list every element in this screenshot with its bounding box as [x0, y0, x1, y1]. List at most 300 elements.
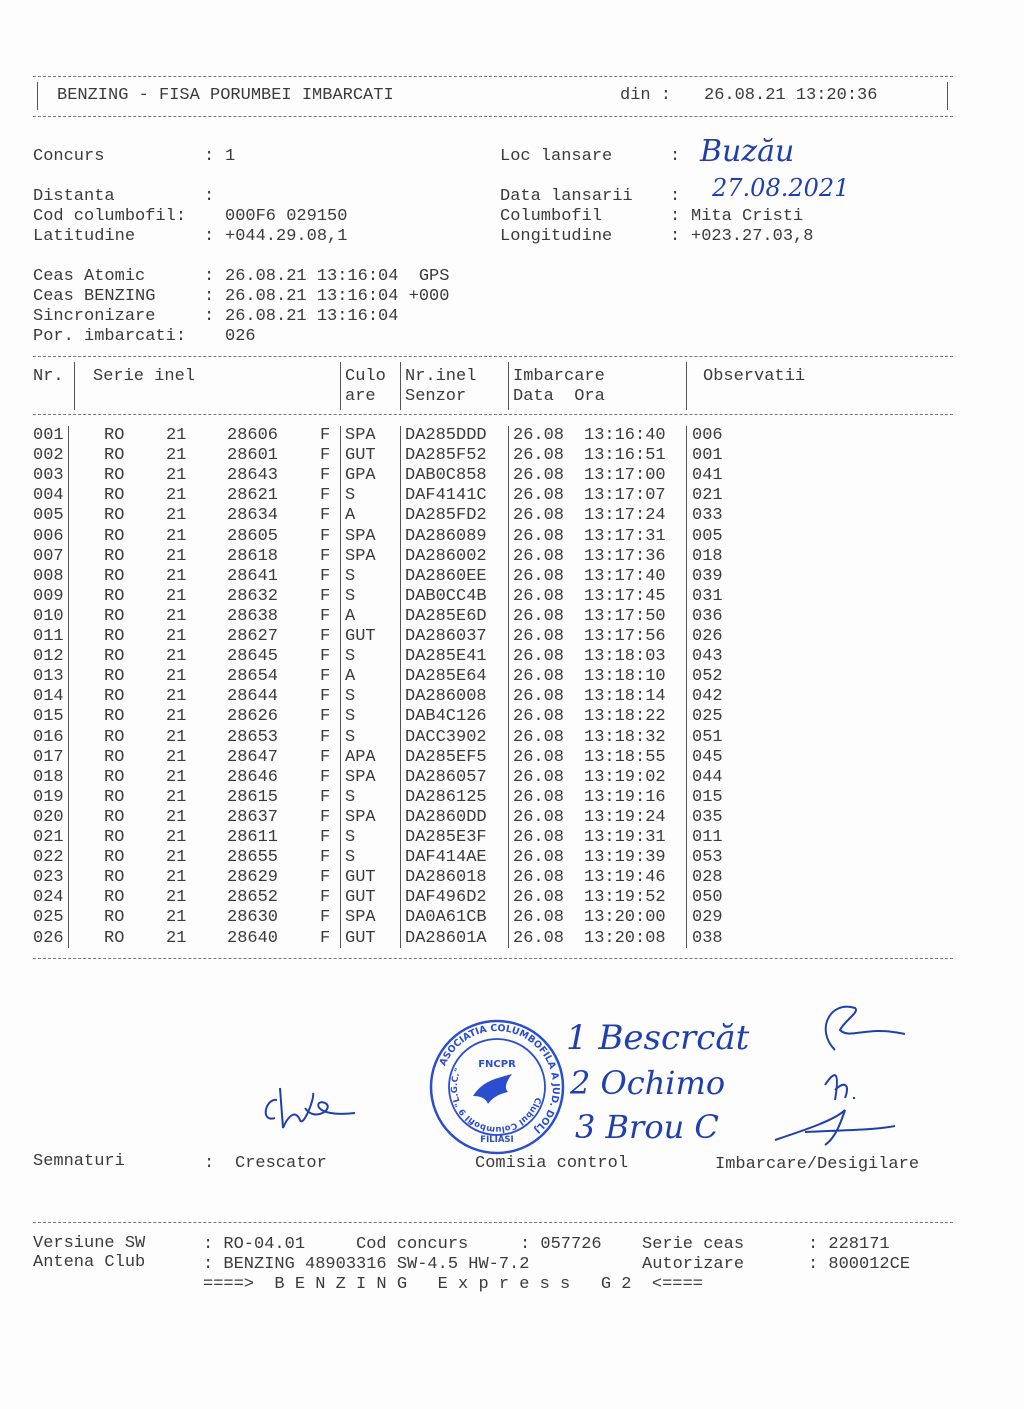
table-row — [0, 426, 1024, 446]
table-row — [0, 868, 1024, 888]
cell-culoare: GUT — [345, 928, 376, 948]
cell-culoare: A — [345, 667, 356, 687]
cell-obs: 051 — [692, 727, 723, 747]
cell-ora: 13:19:39 — [584, 848, 666, 868]
cell-data: 26.08 — [513, 707, 565, 727]
cell-an: 21 — [166, 807, 187, 827]
cell-nr: 004 — [33, 486, 64, 506]
cell-data: 26.08 — [513, 586, 565, 606]
cell-tara: RO — [104, 747, 125, 767]
cell-data: 26.08 — [513, 546, 565, 566]
cell-nr: 006 — [33, 526, 64, 546]
cell-culoare: SPA — [345, 526, 376, 546]
cell-nr: 008 — [33, 566, 64, 586]
cell-culoare: S — [345, 687, 356, 707]
serie-ceas-label: Serie ceas — [642, 1235, 745, 1254]
cell-ora: 13:17:07 — [584, 486, 666, 506]
cell-inel: 28606 — [227, 426, 279, 445]
cell-an: 21 — [166, 606, 187, 626]
table-row — [0, 607, 1024, 627]
cell-an: 21 — [166, 546, 187, 566]
cell-data: 26.08 — [513, 486, 565, 506]
table-row — [0, 466, 1024, 486]
cell-nr: 025 — [33, 908, 64, 928]
cell-culoare: SPA — [345, 908, 376, 928]
table-row — [0, 506, 1024, 526]
cell-an: 21 — [166, 446, 187, 466]
cell-nr: 026 — [33, 928, 64, 948]
cell-culoare: S — [345, 647, 356, 667]
cell-tara: RO — [104, 586, 125, 606]
cell-obs: 015 — [692, 787, 723, 807]
cell-nr: 005 — [33, 506, 64, 526]
cell-ora: 13:19:24 — [584, 807, 666, 827]
table-row — [0, 707, 1024, 727]
cell-nr: 017 — [33, 747, 64, 767]
cell-obs: 033 — [692, 506, 723, 526]
cell-ora: 13:19:16 — [584, 787, 666, 807]
cell-nr: 021 — [33, 828, 64, 847]
cell-nr: 019 — [33, 787, 64, 807]
semnaturi-label: Semnaturi — [33, 1152, 125, 1171]
cell-senzor: DA286089 — [405, 526, 487, 546]
cell-tara: RO — [104, 627, 125, 646]
col-header-serie: Serie inel — [93, 367, 196, 386]
cell-senzor: DA285DDD — [405, 426, 487, 445]
cell-ora: 13:19:02 — [584, 767, 666, 787]
ceas-atomic-value: 26.08.21 13:16:04 GPS — [225, 267, 450, 286]
cell-culoare: A — [345, 506, 356, 526]
cell-obs: 005 — [692, 526, 723, 546]
cell-sex: F — [320, 446, 331, 466]
cell-nr: 009 — [33, 586, 64, 606]
table-top-border — [33, 356, 953, 357]
cell-sex: F — [320, 526, 331, 546]
cell-culoare: S — [345, 486, 356, 506]
table-row — [0, 808, 1024, 828]
cell-tara: RO — [104, 888, 125, 908]
col-divider-senzor — [508, 362, 509, 410]
table-row — [0, 908, 1024, 928]
cell-senzor: DA285E6D — [405, 606, 487, 626]
cell-obs: 052 — [692, 667, 723, 687]
stamp-inner-text: Clubul Columbofil 9 "L.G.C." — [449, 1066, 543, 1135]
semnaturi-sep: : — [204, 1154, 215, 1173]
cell-sex: F — [320, 747, 331, 767]
ceas-atomic-label: Ceas Atomic — [33, 267, 146, 286]
table-bottom-border — [33, 958, 953, 959]
cell-senzor: DAF414AE — [405, 848, 487, 868]
cell-nr: 015 — [33, 707, 64, 727]
cell-an: 21 — [166, 647, 187, 667]
cell-ora: 13:17:45 — [584, 586, 666, 606]
col-divider-imbarcare — [686, 362, 687, 410]
cell-obs: 025 — [692, 707, 723, 727]
columbofil-sep: : — [670, 207, 681, 226]
cell-inel: 28618 — [227, 546, 279, 566]
cell-senzor: DA285F52 — [405, 446, 487, 466]
cell-an: 21 — [166, 908, 187, 928]
cell-culoare: GUT — [345, 868, 376, 888]
cell-ora: 13:18:32 — [584, 727, 666, 747]
table-row — [0, 446, 1024, 466]
cell-obs: 029 — [692, 908, 723, 928]
cell-an: 21 — [166, 928, 187, 948]
commission-signatures — [765, 990, 925, 1150]
cell-inel: 28643 — [227, 466, 279, 486]
cell-tara: RO — [104, 566, 125, 586]
loc-lansare-sep: : — [670, 147, 681, 166]
cell-data: 26.08 — [513, 848, 565, 868]
cell-an: 21 — [166, 848, 187, 868]
commission-member-1: 1 Bescrcăt — [566, 1018, 750, 1058]
cell-culoare: GUT — [345, 888, 376, 908]
cell-senzor: DA285E3F — [405, 828, 487, 847]
cell-ora: 13:20:08 — [584, 928, 666, 948]
cell-data: 26.08 — [513, 687, 565, 707]
cell-obs: 011 — [692, 828, 723, 847]
cell-inel: 28641 — [227, 566, 279, 586]
cell-ora: 13:17:50 — [584, 606, 666, 626]
cell-inel: 28654 — [227, 667, 279, 687]
longitudine-sep: : — [670, 227, 681, 246]
cell-ora: 13:18:10 — [584, 667, 666, 687]
header-timestamp: 26.08.21 13:20:36 — [704, 86, 878, 105]
cell-senzor: DA28601A — [405, 928, 487, 948]
cell-obs: 035 — [692, 807, 723, 827]
col-divider-culoare — [400, 362, 401, 410]
cell-inel: 28647 — [227, 747, 279, 767]
table-row — [0, 687, 1024, 707]
cell-senzor: DA286008 — [405, 687, 487, 707]
comisia-control-label: Comisia control — [475, 1154, 629, 1173]
cell-sex: F — [320, 888, 331, 908]
cell-tara: RO — [104, 928, 125, 948]
cell-tara: RO — [104, 767, 125, 787]
col-header-culoare-2: are — [345, 387, 376, 406]
cell-sex: F — [320, 506, 331, 526]
cell-sex: F — [320, 586, 331, 606]
cell-senzor: DA0A61CB — [405, 908, 487, 928]
cell-obs: 001 — [692, 446, 723, 466]
cell-sex: F — [320, 908, 331, 928]
cell-ora: 13:17:36 — [584, 546, 666, 566]
latitudine-value: +044.29.08,1 — [225, 227, 348, 246]
body-divider-imbarcare — [686, 426, 687, 948]
cell-culoare: GPA — [345, 466, 376, 486]
stamp-center-text: FNCPR — [478, 1059, 516, 1070]
body-divider-serie — [340, 426, 341, 948]
cell-culoare: S — [345, 586, 356, 606]
cell-nr: 011 — [33, 627, 64, 646]
longitudine-label: Longitudine — [500, 227, 613, 246]
cell-data: 26.08 — [513, 807, 565, 827]
cell-senzor: DA286057 — [405, 767, 487, 787]
cell-tara: RO — [104, 506, 125, 526]
cell-tara: RO — [104, 647, 125, 667]
cell-data: 26.08 — [513, 767, 565, 787]
cell-inel: 28655 — [227, 848, 279, 868]
cell-senzor: DA286037 — [405, 627, 487, 646]
stamp-bottom-text: FILIASI — [480, 1135, 514, 1145]
cell-obs: 044 — [692, 767, 723, 787]
cell-inel: 28634 — [227, 506, 279, 526]
cell-obs: 026 — [692, 627, 723, 646]
header-din-label: din : — [620, 86, 672, 105]
table-row — [0, 888, 1024, 908]
cell-culoare: S — [345, 707, 356, 727]
latitudine-sep: : — [204, 227, 215, 246]
cell-nr: 003 — [33, 466, 64, 486]
cell-sex: F — [320, 627, 331, 646]
concurs-value: 1 — [225, 147, 236, 166]
cell-tara: RO — [104, 807, 125, 827]
columbofil-value: Mita Cristi — [691, 207, 804, 226]
cell-culoare: S — [345, 566, 356, 586]
cell-sex: F — [320, 426, 331, 445]
distanta-label: Distanta — [33, 187, 115, 206]
cell-an: 21 — [166, 747, 187, 767]
cell-data: 26.08 — [513, 868, 565, 888]
cell-senzor: DA285EF5 — [405, 747, 487, 767]
cell-data: 26.08 — [513, 908, 565, 928]
cell-tara: RO — [104, 828, 125, 847]
cell-sex: F — [320, 647, 331, 667]
cell-culoare: SPA — [345, 807, 376, 827]
cell-inel: 28653 — [227, 727, 279, 747]
cell-tara: RO — [104, 526, 125, 546]
cell-ora: 13:17:24 — [584, 506, 666, 526]
cell-nr: 014 — [33, 687, 64, 707]
cell-an: 21 — [166, 687, 187, 707]
loc-lansare-label: Loc lansare — [500, 147, 613, 166]
cell-ora: 13:17:40 — [584, 566, 666, 586]
cell-inel: 28601 — [227, 446, 279, 466]
cell-obs: 042 — [692, 687, 723, 707]
cell-culoare: SPA — [345, 767, 376, 787]
table-row — [0, 547, 1024, 567]
cell-sex: F — [320, 486, 331, 506]
ceas-atomic-sep: : — [204, 267, 215, 286]
cell-ora: 13:18:22 — [584, 707, 666, 727]
cell-data: 26.08 — [513, 647, 565, 667]
cell-data: 26.08 — [513, 426, 565, 445]
table-row — [0, 667, 1024, 687]
cell-culoare: GUT — [345, 627, 376, 646]
table-row — [0, 768, 1024, 788]
cell-data: 26.08 — [513, 928, 565, 948]
cell-tara: RO — [104, 868, 125, 888]
cell-an: 21 — [166, 787, 187, 807]
cell-data: 26.08 — [513, 787, 565, 807]
table-row — [0, 788, 1024, 808]
document-title: BENZING - FISA PORUMBEI IMBARCATI — [57, 86, 394, 105]
data-lansarii-handwritten: 27.08.2021 — [712, 174, 850, 202]
versiune-sw-value: : RO-04.01 — [203, 1235, 306, 1254]
cell-tara: RO — [104, 546, 125, 566]
cell-sex: F — [320, 606, 331, 626]
cell-senzor: DAB0C858 — [405, 466, 487, 486]
cell-obs: 031 — [692, 586, 723, 606]
cell-an: 21 — [166, 506, 187, 526]
cell-tara: RO — [104, 908, 125, 928]
cell-ora: 13:18:55 — [584, 747, 666, 767]
cell-sex: F — [320, 767, 331, 787]
cell-ora: 13:16:40 — [584, 426, 666, 445]
cell-an: 21 — [166, 627, 187, 646]
cell-an: 21 — [166, 828, 187, 847]
imbarcare-desigilare-label: Imbarcare/Desigilare — [715, 1155, 920, 1174]
cell-inel: 28615 — [227, 787, 279, 807]
col-header-imbarcare-1: Imbarcare — [513, 367, 605, 386]
cell-senzor: DA2860DD — [405, 807, 487, 827]
cod-columbofil-value: 000F6 029150 — [225, 207, 348, 226]
table-row — [0, 929, 1024, 949]
cell-nr: 010 — [33, 606, 64, 626]
cell-culoare: S — [345, 828, 356, 847]
cell-tara: RO — [104, 426, 125, 445]
cell-sex: F — [320, 566, 331, 586]
cell-nr: 012 — [33, 647, 64, 667]
cell-obs: 038 — [692, 928, 723, 948]
body-divider-senzor — [508, 426, 509, 948]
versiune-sw-label: Versiune SW — [33, 1234, 146, 1253]
cell-obs: 039 — [692, 566, 723, 586]
concurs-sep: : — [204, 147, 215, 166]
cell-an: 21 — [166, 667, 187, 687]
cell-obs: 006 — [692, 426, 723, 445]
cell-sex: F — [320, 667, 331, 687]
distanta-sep: : — [204, 187, 215, 206]
autorizare-label: Autorizare — [642, 1255, 745, 1274]
cell-sex: F — [320, 807, 331, 827]
body-divider-nr — [68, 426, 69, 948]
cell-tara: RO — [104, 848, 125, 868]
stamp-outer-text: ASOCIATIA COLUMBOFILA A JUD. DOLJ — [437, 1022, 562, 1136]
cell-tara: RO — [104, 727, 125, 747]
loc-lansare-handwritten: Buzău — [700, 134, 795, 169]
cell-nr: 024 — [33, 888, 64, 908]
crescator-label: Crescator — [235, 1154, 327, 1173]
cell-an: 21 — [166, 486, 187, 506]
col-header-culoare-1: Culo — [345, 367, 386, 386]
table-row — [0, 527, 1024, 547]
col-header-nr: Nr. — [33, 367, 64, 386]
sincronizare-label: Sincronizare — [33, 307, 156, 326]
cell-data: 26.08 — [513, 747, 565, 767]
concurs-label: Concurs — [33, 147, 105, 166]
cell-inel: 28626 — [227, 707, 279, 727]
cell-senzor: DA285E64 — [405, 667, 487, 687]
commission-member-2: 2 Ochimo — [570, 1064, 726, 1102]
cell-obs: 045 — [692, 747, 723, 767]
cell-data: 26.08 — [513, 566, 565, 586]
cell-tara: RO — [104, 787, 125, 807]
cell-senzor: DAF4141C — [405, 486, 487, 506]
cell-tara: RO — [104, 707, 125, 727]
latitudine-label: Latitudine — [33, 227, 136, 246]
cell-tara: RO — [104, 446, 125, 466]
cell-culoare: APA — [345, 747, 376, 767]
table-row — [0, 848, 1024, 868]
cell-inel: 28638 — [227, 606, 279, 626]
cell-data: 26.08 — [513, 526, 565, 546]
cell-ora: 13:17:31 — [584, 526, 666, 546]
cell-data: 26.08 — [513, 828, 565, 847]
cell-obs: 041 — [692, 466, 723, 486]
cell-senzor: DA285FD2 — [405, 506, 487, 526]
cell-obs: 053 — [692, 848, 723, 868]
cell-ora: 13:18:14 — [584, 687, 666, 707]
table-row — [0, 828, 1024, 848]
cell-sex: F — [320, 727, 331, 747]
table-row — [0, 627, 1024, 647]
header-left-border — [37, 82, 38, 110]
header-bottom-border — [33, 116, 953, 117]
cell-senzor: DA286018 — [405, 868, 487, 888]
cell-obs: 028 — [692, 868, 723, 888]
body-divider-culoare — [400, 426, 401, 948]
crescator-signature — [255, 1078, 365, 1138]
cell-sex: F — [320, 868, 331, 888]
cell-an: 21 — [166, 707, 187, 727]
cell-senzor: DAB0CC4B — [405, 586, 487, 606]
cell-an: 21 — [166, 727, 187, 747]
cell-inel: 28627 — [227, 627, 279, 646]
cell-data: 26.08 — [513, 627, 565, 646]
cell-sex: F — [320, 848, 331, 868]
cell-culoare: SPA — [345, 426, 376, 445]
cell-inel: 28645 — [227, 647, 279, 667]
cell-nr: 022 — [33, 848, 64, 868]
ceas-benzing-sep: : — [204, 287, 215, 306]
cell-data: 26.08 — [513, 606, 565, 626]
cod-concurs-label: Cod concurs — [356, 1235, 469, 1254]
cell-obs: 036 — [692, 606, 723, 626]
cell-ora: 13:17:56 — [584, 627, 666, 646]
cell-an: 21 — [166, 466, 187, 486]
col-divider-serie — [340, 362, 341, 410]
cell-culoare: SPA — [345, 546, 376, 566]
autorizare-value: : 800012CE — [808, 1255, 911, 1274]
cell-sex: F — [320, 707, 331, 727]
cell-inel: 28629 — [227, 868, 279, 888]
table-row — [0, 587, 1024, 607]
cell-culoare: S — [345, 848, 356, 868]
table-row — [0, 647, 1024, 667]
cell-inel: 28605 — [227, 526, 279, 546]
cell-nr: 007 — [33, 546, 64, 566]
cell-tara: RO — [104, 687, 125, 707]
cell-culoare: S — [345, 727, 356, 747]
table-header-bottom-border — [33, 414, 953, 415]
cell-inel: 28621 — [227, 486, 279, 506]
cell-data: 26.08 — [513, 466, 565, 486]
cell-nr: 001 — [33, 426, 64, 445]
cell-tara: RO — [104, 466, 125, 486]
cell-inel: 28632 — [227, 586, 279, 606]
cell-obs: 050 — [692, 888, 723, 908]
cell-tara: RO — [104, 486, 125, 506]
table-row — [0, 486, 1024, 506]
sincronizare-value: 26.08.21 13:16:04 — [225, 307, 399, 326]
cell-sex: F — [320, 828, 331, 847]
cell-data: 26.08 — [513, 888, 565, 908]
serie-ceas-value: : 228171 — [808, 1235, 890, 1254]
cell-ora: 13:19:46 — [584, 868, 666, 888]
cell-culoare: GUT — [345, 446, 376, 466]
cell-nr: 018 — [33, 767, 64, 787]
